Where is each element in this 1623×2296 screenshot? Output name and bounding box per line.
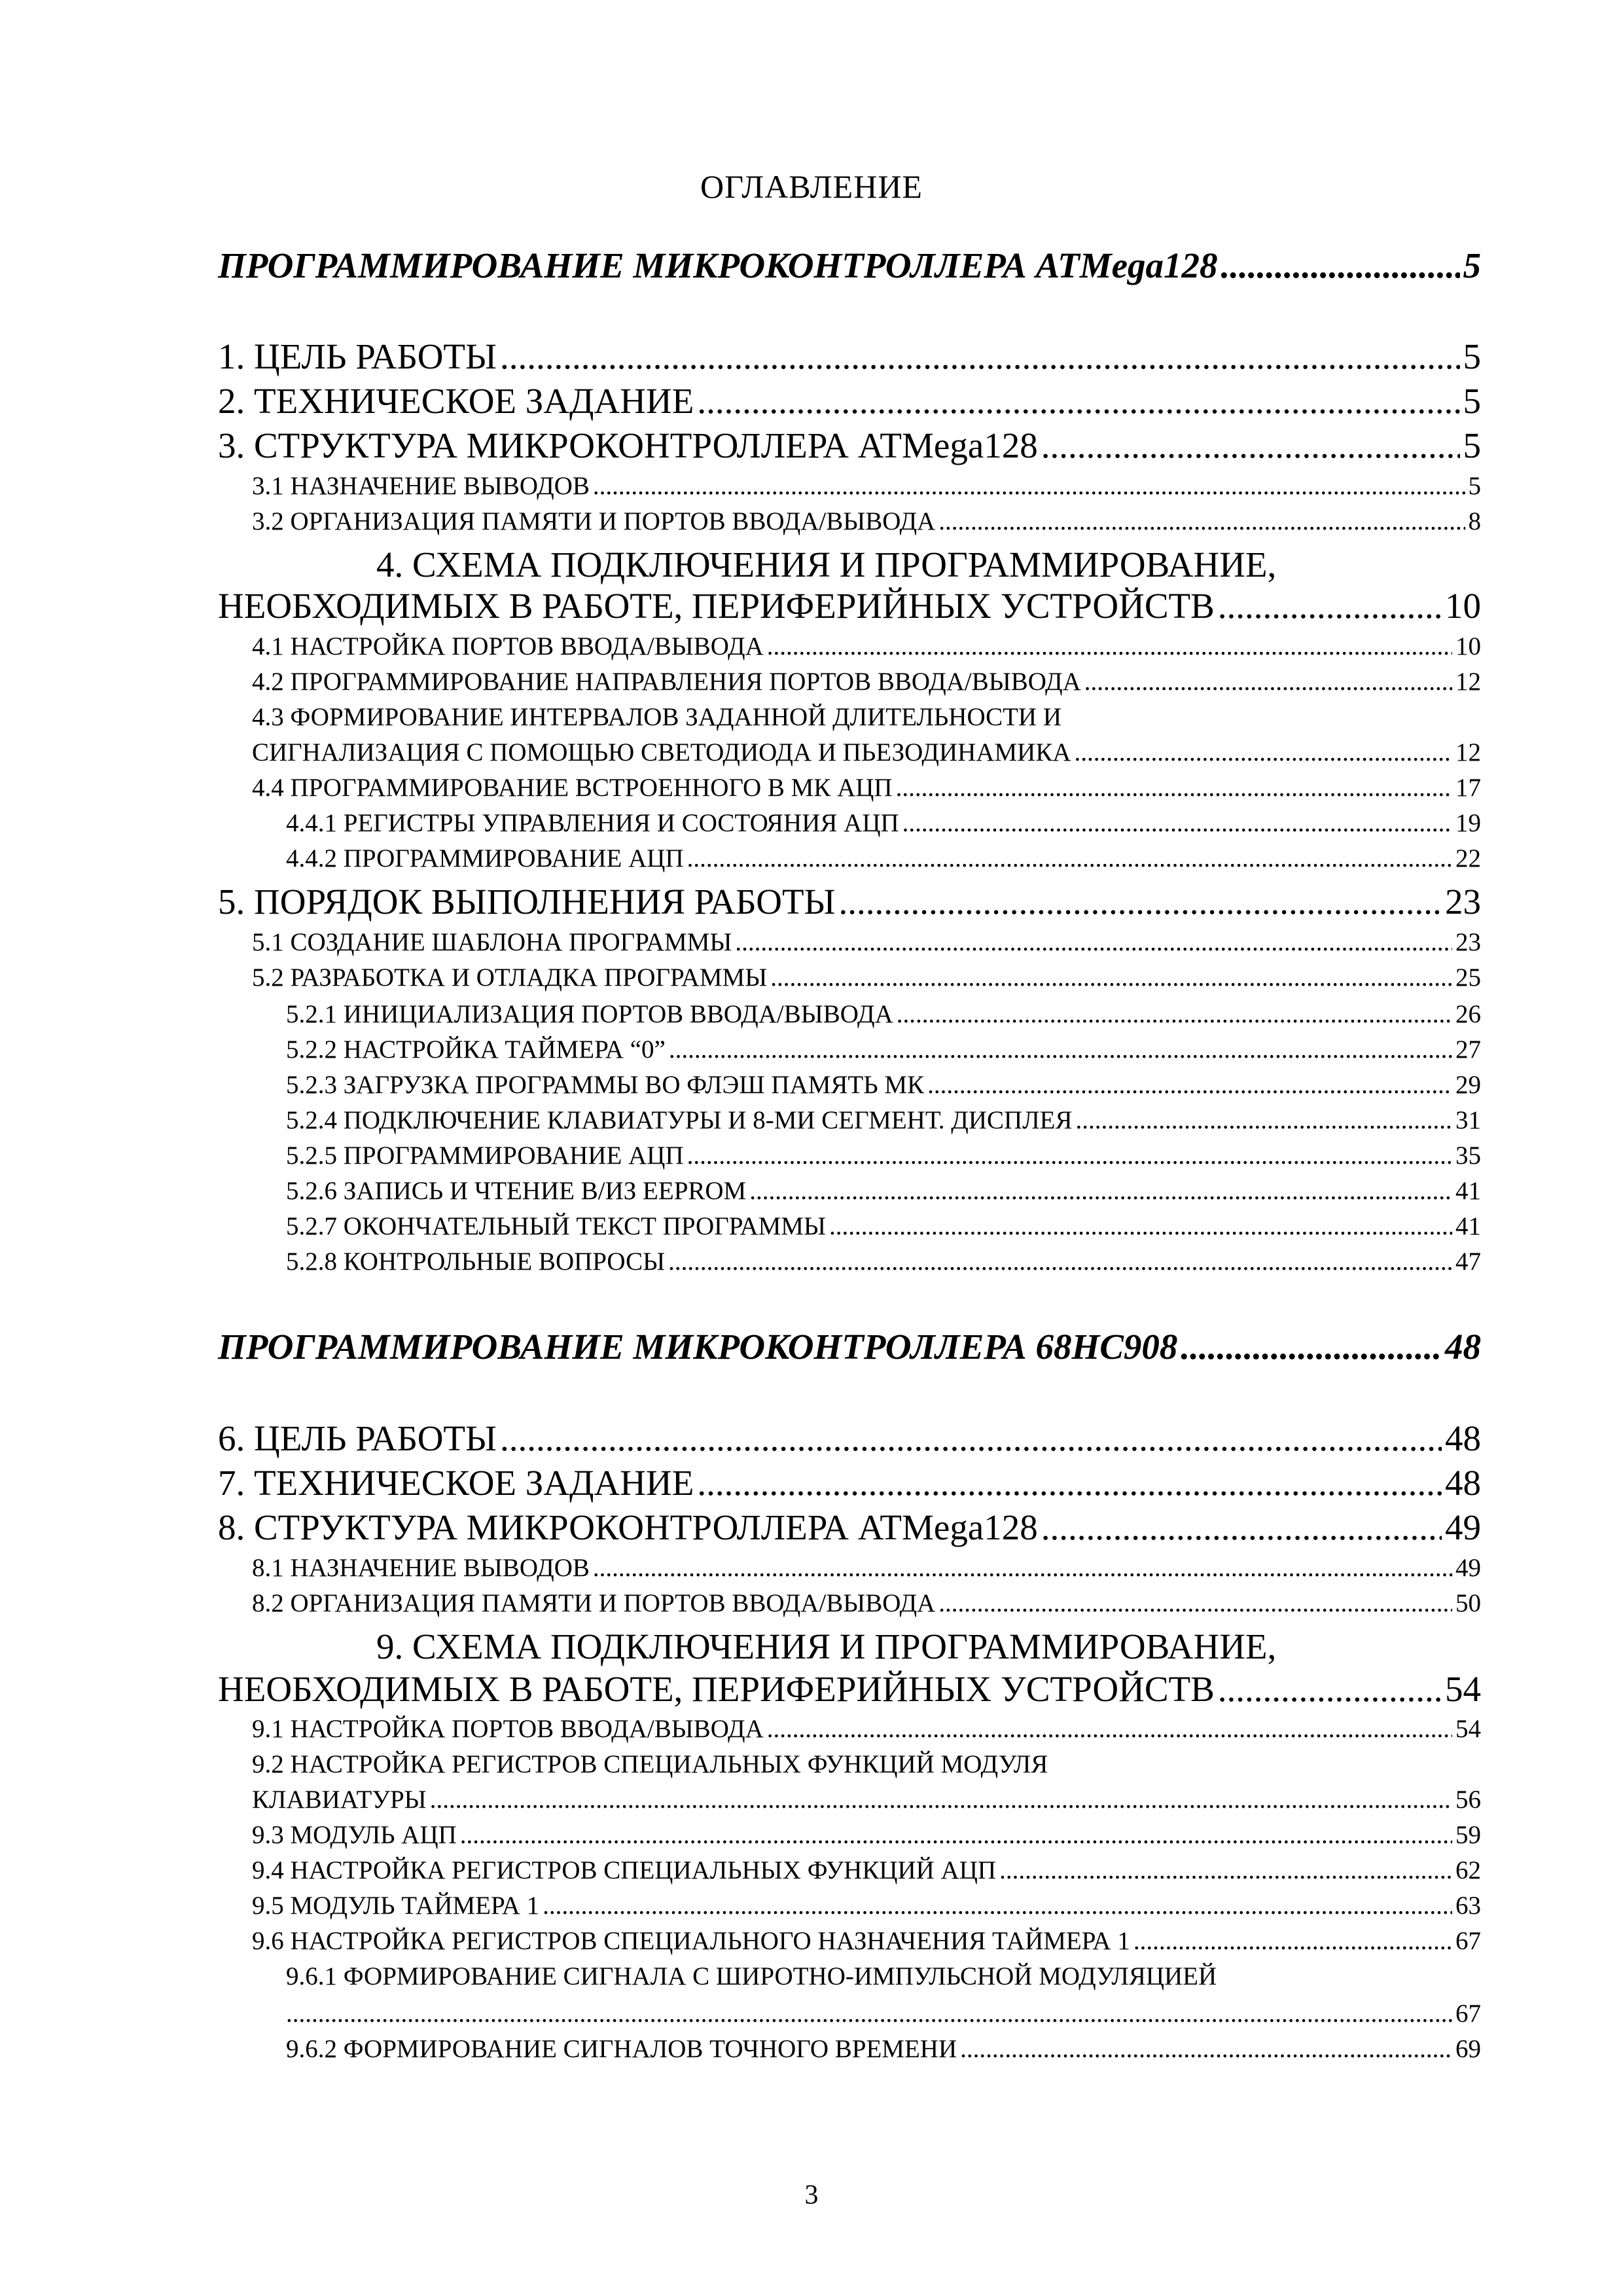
toc-entry-label: 5.2 РАЗРАБОТКА И ОТЛАДКА ПРОГРАММЫ xyxy=(252,963,768,992)
toc-leader-dots xyxy=(1075,740,1452,765)
toc-page-number: 19 xyxy=(1455,809,1481,837)
toc-leader-dots xyxy=(1041,1509,1442,1545)
toc-entry[interactable] xyxy=(252,1857,1481,1883)
toc-entry[interactable] xyxy=(252,1893,1481,1918)
toc-page-number: 26 xyxy=(1455,1000,1481,1028)
toc-entry[interactable] xyxy=(252,1787,1481,1812)
toc-entry[interactable] xyxy=(252,1590,1481,1616)
toc-part-heading[interactable] xyxy=(218,247,1481,283)
toc-entry-label: 5.2.7 ОКОНЧАТЕЛЬНЫЙ ТЕКСТ ПРОГРАММЫ xyxy=(286,1212,826,1240)
toc-entry[interactable] xyxy=(252,775,1481,800)
toc-entry[interactable] xyxy=(286,1001,1481,1027)
toc-entry[interactable] xyxy=(252,1822,1481,1848)
toc-leader-dots xyxy=(896,775,1452,800)
toc-page-number: 41 xyxy=(1455,1177,1481,1205)
toc-entry[interactable] xyxy=(218,383,1481,419)
toc-entry[interactable] xyxy=(286,1249,1481,1274)
toc-entry[interactable] xyxy=(218,588,1481,624)
toc-leader-dots xyxy=(1221,247,1460,283)
toc-page-number: 48 xyxy=(1445,1327,1481,1367)
toc-entry-label: 9.6.1 ФОРМИРОВАНИЕ СИГНАЛА С ШИРОТНО-ИМПУЛЬСНОЙ МОДУЛЯЦИЕЙ xyxy=(286,1962,1217,1990)
toc-entry[interactable] xyxy=(252,1928,1481,1954)
toc-entry-label: 5.2.3 ЗАГРУЗКА ПРОГРАММЫ ВО ФЛЭШ ПАМЯТЬ МК xyxy=(286,1071,925,1099)
toc-page-number: 5 xyxy=(1463,425,1481,465)
toc-leader-dots xyxy=(1181,1329,1442,1365)
toc-page-number: 48 xyxy=(1445,1418,1481,1458)
toc-entry-label: 5.1 СОЗДАНИЕ ШАБЛОНА ПРОГРАММЫ xyxy=(252,928,732,956)
toc-entry-label: 5.2.8 КОНТРОЛЬНЫЕ ВОПРОСЫ xyxy=(286,1247,666,1276)
toc-leader-dots xyxy=(839,884,1442,920)
toc-leader-dots xyxy=(687,1143,1452,1168)
toc-leader-dots xyxy=(500,1420,1442,1456)
toc-leader-dots xyxy=(1218,588,1442,624)
toc-entry-label: 9.6 НАСТРОЙКА РЕГИСТРОВ СПЕЦИАЛЬНОГО НАЗНАЧЕНИЯ ТАЙМЕРА 1 xyxy=(252,1927,1130,1955)
toc-entry-label-continued: КЛАВИАТУРЫ xyxy=(252,1785,427,1814)
toc-entry[interactable] xyxy=(218,338,1481,374)
toc-entry-label: 2. ТЕХНИЧЕСКОЕ ЗАДАНИЕ xyxy=(218,381,694,421)
toc-entry[interactable] xyxy=(286,846,1481,871)
toc-entry-label: ПРОГРАММИРОВАНИЕ МИКРОКОНТРОЛЛЕРА ATMega128 xyxy=(218,245,1218,285)
toc-page-number: 41 xyxy=(1455,1212,1481,1240)
toc-entry-label: 9. СХЕМА ПОДКЛЮЧЕНИЯ И ПРОГРАММИРОВАНИЕ, xyxy=(376,1626,1277,1666)
toc-entry-label: 5.2.2 НАСТРОЙКА ТАЙМЕРА “0” xyxy=(286,1035,666,1064)
toc-entry-label: 9.3 МОДУЛЬ АЦП xyxy=(252,1821,457,1849)
toc-entry-label: 4.4.1 РЕГИСТРЫ УПРАВЛЕНИЯ И СОСТОЯНИЯ АЦП xyxy=(286,809,899,837)
toc-page-number: 10 xyxy=(1455,632,1481,660)
toc-entry[interactable] xyxy=(218,884,1481,920)
toc-page-number: 23 xyxy=(1445,882,1481,922)
toc-entry-label: 8.1 НАЗНАЧЕНИЕ ВЫВОДОВ xyxy=(252,1554,590,1582)
toc-entry-label: 4.3 ФОРМИРОВАНИЕ ИНТЕРВАЛОВ ЗАДАННОЙ ДЛИТЕЛЬНОСТИ И xyxy=(252,703,1061,731)
toc-page-number: 69 xyxy=(1455,2035,1481,2063)
toc-page-number: 49 xyxy=(1455,1554,1481,1582)
toc-page-number: 23 xyxy=(1455,928,1481,956)
toc-page-number: 22 xyxy=(1455,844,1481,872)
toc-entry[interactable] xyxy=(252,669,1481,694)
toc-entry[interactable] xyxy=(252,634,1481,659)
toc-leader-dots xyxy=(500,338,1460,374)
toc-entry[interactable] xyxy=(252,740,1481,765)
toc-leader-dots xyxy=(430,1787,1452,1812)
toc-leader-dots xyxy=(927,1072,1452,1098)
toc-leader-dots xyxy=(1084,669,1452,694)
toc-page-number: 29 xyxy=(1455,1071,1481,1099)
toc-page-number: 47 xyxy=(1455,1247,1481,1276)
toc-page-number: 12 xyxy=(1455,738,1481,766)
toc-leader-dots xyxy=(829,1213,1452,1239)
toc-entry-label: 4.2 ПРОГРАММИРОВАНИЕ НАПРАВЛЕНИЯ ПОРТОВ ВВОДА/ВЫВОДА xyxy=(252,668,1081,696)
toc-leader-dots xyxy=(1041,427,1460,463)
toc-entry[interactable] xyxy=(286,1213,1481,1239)
page-number: 3 xyxy=(804,2180,819,2210)
toc-leader-dots xyxy=(767,1716,1452,1742)
toc-page-number: 8 xyxy=(1468,507,1481,535)
toc-entry-label: 3. СТРУКТУРА МИКРОКОНТРОЛЛЕРА ATMega128 xyxy=(218,425,1038,465)
toc-page-number: 5 xyxy=(1463,381,1481,421)
toc-entry-label: 5.2.4 ПОДКЛЮЧЕНИЕ КЛАВИАТУРЫ И 8-МИ СЕГМЕНТ. ДИСПЛЕЯ xyxy=(286,1106,1073,1134)
toc-entry[interactable] xyxy=(218,427,1481,463)
toc-entry-label: 8.2 ОРГАНИЗАЦИЯ ПАМЯТИ И ПОРТОВ ВВОДА/ВЫВОДА xyxy=(252,1589,936,1617)
toc-leader-dots xyxy=(735,929,1452,955)
toc-entry-label: 9.2 НАСТРОЙКА РЕГИСТРОВ СПЕЦИАЛЬНЫХ ФУНКЦИЙ МОДУЛЯ xyxy=(252,1750,1048,1778)
toc-leader-dots xyxy=(767,634,1452,659)
toc-entry-label: 9.4 НАСТРОЙКА РЕГИСТРОВ СПЕЦИАЛЬНЫХ ФУНКЦИЙ АЦП xyxy=(252,1856,997,1884)
toc-page-number: 25 xyxy=(1455,963,1481,992)
toc-leader-dots xyxy=(1218,1671,1442,1707)
toc-page-number: 5 xyxy=(1463,336,1481,376)
toc-page-number: 50 xyxy=(1455,1589,1481,1617)
toc-entry[interactable] xyxy=(218,1671,1481,1707)
toc-leader-dots xyxy=(669,1037,1452,1062)
toc-leader-dots xyxy=(749,1178,1452,1204)
toc-leader-dots xyxy=(687,846,1452,871)
toc-entry[interactable] xyxy=(286,2036,1481,2062)
toc-entry-label: 9.6.2 ФОРМИРОВАНИЕ СИГНАЛОВ ТОЧНОГО ВРЕМЕНИ xyxy=(286,2035,957,2063)
toc-page-number: 5 xyxy=(1468,472,1481,500)
toc-entry[interactable] xyxy=(252,473,1481,499)
toc-entry[interactable] xyxy=(286,1143,1481,1168)
toc-leader-dots xyxy=(543,1893,1452,1918)
toc-entry-label: 5. ПОРЯДОК ВЫПОЛНЕНИЯ РАБОТЫ xyxy=(218,882,836,922)
toc-entry-label-continued: НЕОБХОДИМЫХ В РАБОТЕ, ПЕРИФЕРИЙНЫХ УСТРОЙСТВ xyxy=(218,586,1215,626)
toc-page-number: 54 xyxy=(1445,1669,1481,1709)
toc-leader-dots xyxy=(460,1822,1452,1848)
toc-leader-dots xyxy=(286,2001,1452,2026)
toc-leader-dots xyxy=(938,509,1465,534)
toc-page-number: 31 xyxy=(1455,1106,1481,1134)
toc-page-number: 62 xyxy=(1455,1856,1481,1884)
toc-part-heading[interactable] xyxy=(218,1329,1481,1365)
toc-page-number: 67 xyxy=(1455,1927,1481,1955)
toc-entry-label: 8. СТРУКТУРА МИКРОКОНТРОЛЛЕРА ATMega128 xyxy=(218,1507,1038,1547)
toc-entry-label: 1. ЦЕЛЬ РАБОТЫ xyxy=(218,336,497,376)
toc-leader-dots xyxy=(668,1249,1452,1274)
toc-leader-dots xyxy=(593,1555,1452,1581)
toc-entry-label: 5.2.6 ЗАПИСЬ И ЧТЕНИЕ В/ИЗ EEPROM xyxy=(286,1177,747,1205)
toc-leader-dots xyxy=(897,1001,1452,1027)
toc-leader-dots xyxy=(1075,1107,1452,1133)
toc-entry[interactable] xyxy=(218,1420,1481,1456)
toc-entry[interactable] xyxy=(252,929,1481,955)
toc-leader-dots xyxy=(999,1857,1452,1883)
toc-leader-dots xyxy=(697,1465,1442,1501)
toc-page-number: 67 xyxy=(1455,2000,1481,2028)
toc-page-number: 56 xyxy=(1455,1785,1481,1814)
toc-leader-dots xyxy=(960,2036,1452,2062)
toc-leader-dots xyxy=(902,810,1452,836)
toc-entry-label-continued: НЕОБХОДИМЫХ В РАБОТЕ, ПЕРИФЕРИЙНЫХ УСТРОЙСТВ xyxy=(218,1669,1215,1709)
toc-entry-label: 5.2.1 ИНИЦИАЛИЗАЦИЯ ПОРТОВ ВВОДА/ВЫВОДА xyxy=(286,1000,893,1028)
toc-page-number: 49 xyxy=(1445,1507,1481,1547)
toc-leader-dots xyxy=(770,965,1452,990)
toc-entry-label: 4.4.2 ПРОГРАММИРОВАНИЕ АЦП xyxy=(286,844,684,872)
toc-entry-label: 4. СХЕМА ПОДКЛЮЧЕНИЯ И ПРОГРАММИРОВАНИЕ, xyxy=(376,545,1277,584)
toc-entry-label: 9.1 НАСТРОЙКА ПОРТОВ ВВОДА/ВЫВОДА xyxy=(252,1715,764,1743)
toc-entry-label: 5.2.5 ПРОГРАММИРОВАНИЕ АЦП xyxy=(286,1141,684,1170)
toc-title: ОГЛАВЛЕНИЕ xyxy=(700,168,923,205)
toc-page-number: 59 xyxy=(1455,1821,1481,1849)
toc-entry-label-continued: СИГНАЛИЗАЦИЯ С ПОМОЩЬЮ СВЕТОДИОДА И ПЬЕЗОДИНАМИКА xyxy=(252,738,1071,766)
toc-page-number: 10 xyxy=(1445,586,1481,626)
toc-entry[interactable] xyxy=(218,1465,1481,1501)
toc-entry-label: 3.2 ОРГАНИЗАЦИЯ ПАМЯТИ И ПОРТОВ ВВОДА/ВЫВОДА xyxy=(252,507,936,535)
toc-leader-dots xyxy=(697,383,1459,419)
toc-entry[interactable] xyxy=(218,1509,1481,1545)
toc-entry[interactable] xyxy=(252,1716,1481,1742)
toc-page-number: 35 xyxy=(1455,1141,1481,1170)
toc-page-number: 17 xyxy=(1455,774,1481,802)
toc-page-number: 12 xyxy=(1455,668,1481,696)
toc-leader-dots xyxy=(593,473,1465,499)
toc-entry[interactable] xyxy=(252,965,1481,990)
toc-leader-dots xyxy=(1133,1928,1452,1954)
toc-entry-label: 4.1 НАСТРОЙКА ПОРТОВ ВВОДА/ВЫВОДА xyxy=(252,632,764,660)
toc-entry[interactable] xyxy=(286,1072,1481,1098)
toc-entry[interactable] xyxy=(286,810,1481,836)
toc-entry[interactable] xyxy=(286,2001,1481,2026)
toc-entry-label: 6. ЦЕЛЬ РАБОТЫ xyxy=(218,1418,497,1458)
toc-page-number: 27 xyxy=(1455,1035,1481,1064)
toc-entry[interactable] xyxy=(252,1555,1481,1581)
toc-entry-label: 4.4 ПРОГРАММИРОВАНИЕ ВСТРОЕННОГО В МК АЦП xyxy=(252,774,893,802)
toc-page-number: 63 xyxy=(1455,1892,1481,1920)
toc-entry[interactable] xyxy=(252,509,1481,534)
toc-entry[interactable] xyxy=(286,1178,1481,1204)
toc-page-number: 54 xyxy=(1455,1715,1481,1743)
toc-page-number: 48 xyxy=(1445,1463,1481,1503)
toc-entry-label: ПРОГРАММИРОВАНИЕ МИКРОКОНТРОЛЛЕРА 68HC908 xyxy=(218,1327,1178,1367)
toc-page-number: 5 xyxy=(1463,245,1481,285)
toc-leader-dots xyxy=(938,1590,1452,1616)
toc-entry-label: 9.5 МОДУЛЬ ТАЙМЕРА 1 xyxy=(252,1892,540,1920)
toc-entry[interactable] xyxy=(286,1107,1481,1133)
toc-entry-label: 7. ТЕХНИЧЕСКОЕ ЗАДАНИЕ xyxy=(218,1463,694,1503)
toc-entry-label: 3.1 НАЗНАЧЕНИЕ ВЫВОДОВ xyxy=(252,472,590,500)
toc-entry[interactable] xyxy=(286,1037,1481,1062)
